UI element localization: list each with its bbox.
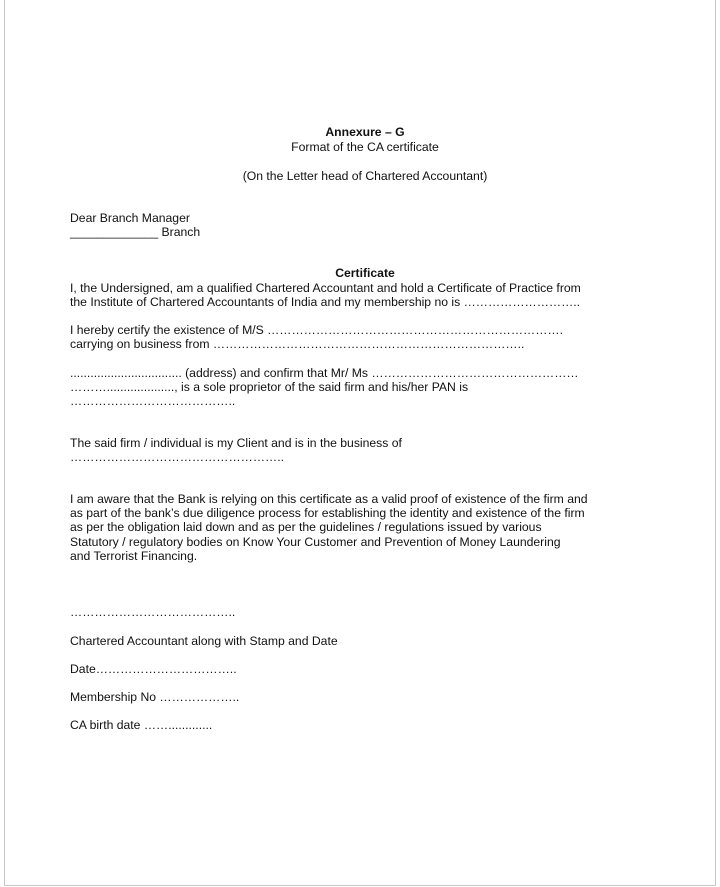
awareness-line: and Terrorist Financing.: [70, 548, 198, 563]
letterhead-note: (On the Letter head of Chartered Accountant): [242, 169, 488, 183]
awareness-line: as part of the bank’s due diligence process for establishing the identity and existence of the firm: [70, 506, 585, 521]
intro-paragraph: [70, 281, 600, 309]
intro-line: I, the Undersigned, am a qualified Chartered Accountant and hold a Certificate of Practice from: [70, 281, 581, 295]
existence-line: I hereby certify the existence of M/S ……………………………………………………………….: [70, 323, 564, 337]
awareness-line: I am aware that the Bank is relying on this certificate as a valid proof of existence of the firm and: [70, 492, 588, 506]
client-line: ……………………………………………..: [70, 450, 284, 465]
awareness-line: Statutory / regulatory bodies on Know Your Customer and Prevention of Money Laundering: [70, 534, 561, 549]
awareness-line: as per the obligation laid down and as per the guidelines / regulations issued by various: [70, 520, 542, 535]
existence-line: carrying on business from …………………………………………………………………..: [70, 337, 525, 352]
birth-date-field: CA birth date …….............: [70, 718, 213, 732]
signature-label: Chartered Accountant along with Stamp and Date: [70, 634, 338, 648]
client-line: The said firm / individual is my Client and is in the business of: [70, 436, 402, 450]
document-subtitle: Format of the CA certificate: [291, 140, 439, 154]
annexure-title: Annexure – G: [325, 125, 405, 139]
proprietor-paragraph: [70, 366, 600, 409]
proprietor-line: ………...................., is a sole proprietor of the said firm and his/her PAN is: [70, 380, 469, 395]
salutation-line: Dear Branch Manager: [70, 211, 190, 225]
date-field: Date……………………………..: [70, 662, 237, 676]
client-paragraph: [70, 436, 600, 464]
branch-blank-line: _____________ Branch: [70, 225, 201, 239]
signature-line: …………………………………..: [70, 605, 236, 619]
proprietor-line: ................................. (address) and confirm that Mr/ Ms ……………………………………………: [70, 366, 579, 380]
document-page: [4, 0, 716, 886]
intro-line: the Institute of Chartered Accountants of India and my membership no is ………………………..: [70, 295, 581, 310]
awareness-paragraph: [70, 492, 600, 563]
certificate-heading: Certificate: [335, 266, 395, 280]
existence-paragraph: [70, 323, 600, 351]
membership-field: Membership No ………………..: [70, 690, 240, 704]
proprietor-line: …………………………………..: [70, 394, 236, 409]
